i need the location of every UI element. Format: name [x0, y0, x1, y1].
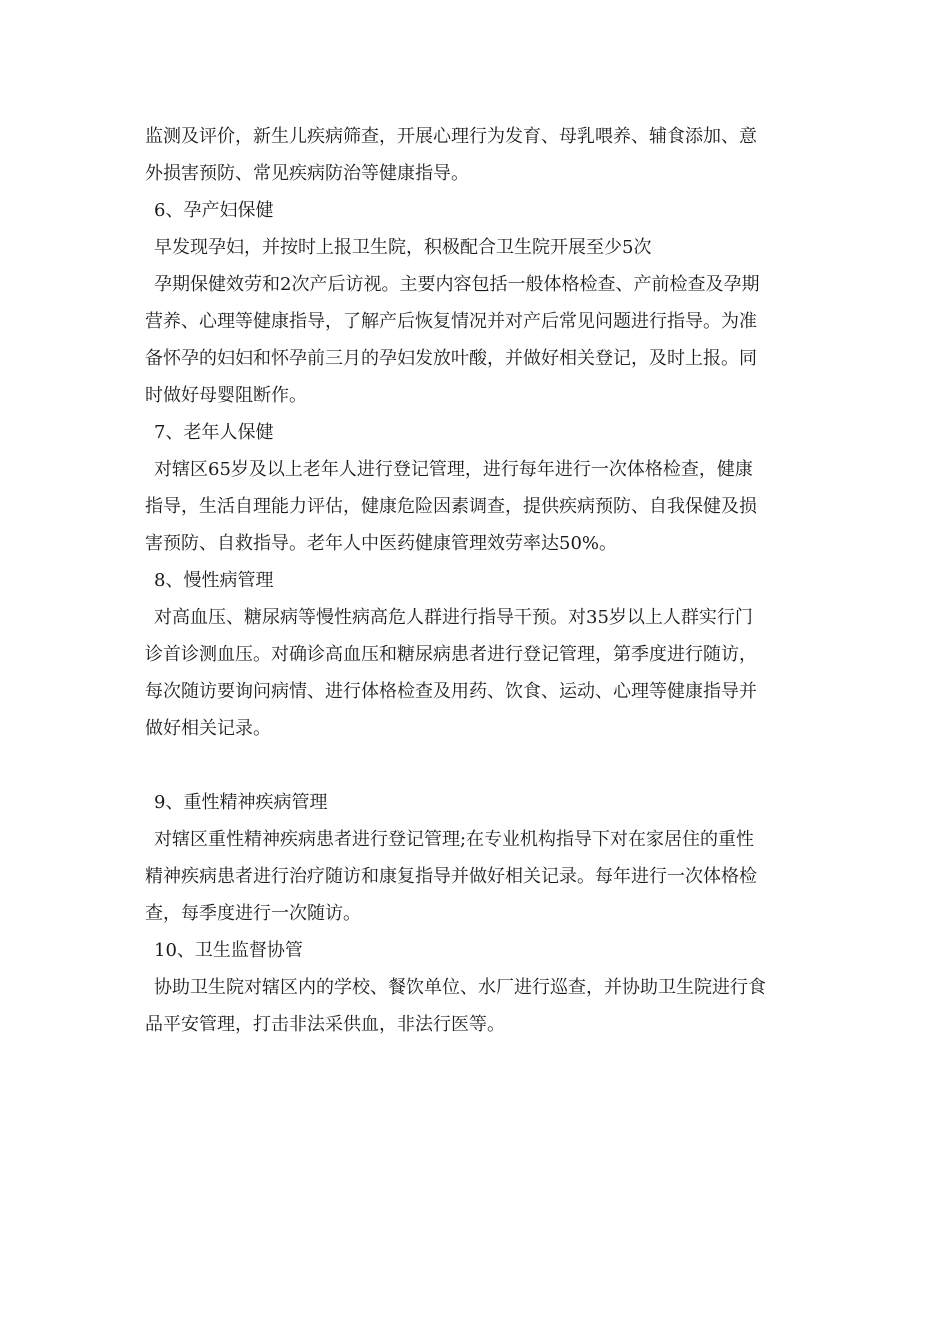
- body-text-line: 营养、心理等健康指导，了解产后恢复情况并对产后常见问题进行指导。为准: [145, 311, 757, 332]
- body-text-line: 备怀孕的妇妇和怀孕前三月的孕妇发放叶酸，并做好相关登记，及时上报。同: [145, 348, 757, 369]
- body-text-line: 协助卫生院对辖区内的学校、餐饮单位、水厂进行巡查，并协助卫生院进行食: [154, 977, 766, 998]
- body-text-line: 诊首诊测血压。对确诊高血压和糖尿病患者进行登记管理，第季度进行随访，: [145, 644, 757, 665]
- body-text-line: 精神疾病患者进行治疗随访和康复指导并做好相关记录。每年进行一次体格检: [145, 866, 757, 887]
- body-text-line: 查，每季度进行一次随访。: [145, 903, 361, 924]
- body-text-line: 品平安管理，打击非法采供血，非法行医等。: [145, 1014, 505, 1035]
- body-text-line: 监测及评价，新生儿疾病筛查，开展心理行为发育、母乳喂养、辅食添加、意: [145, 126, 757, 147]
- body-text-line: 对高血压、糖尿病等慢性病高危人群进行指导干预。对35岁以上人群实行门: [154, 607, 753, 628]
- body-text-line: 对辖区重性精神疾病患者进行登记管理;在专业机构指导下对在家居住的重性: [154, 829, 755, 850]
- section-heading-elderly-care: 7、老年人保健: [154, 422, 274, 443]
- body-text-line: 每次随访要询问病情、进行体格检查及用药、饮食、运动、心理等健康指导并: [145, 681, 757, 702]
- section-heading-health-supervision: 10、卫生监督协管: [154, 940, 303, 961]
- section-heading-chronic-disease: 8、慢性病管理: [154, 570, 274, 591]
- document-body: [145, 118, 805, 1043]
- body-text-line: 外损害预防、常见疾病防治等健康指导。: [145, 163, 469, 184]
- body-text-line: 对辖区65岁及以上老年人进行登记管理，进行每年进行一次体格检查，健康: [154, 459, 753, 480]
- section-heading-maternal-care: 6、孕产妇保健: [154, 200, 274, 221]
- body-text-line: 做好相关记录。: [145, 718, 271, 739]
- blank-line: [145, 747, 805, 784]
- body-text-line: 时做好母婴阻断作。: [145, 385, 307, 406]
- body-text-line: 害预防、自救指导。老年人中医药健康管理效劳率达50%。: [145, 533, 618, 554]
- body-text-line: 指导，生活自理能力评估，健康危险因素调查，提供疾病预防、自我保健及损: [145, 496, 757, 517]
- section-heading-mental-illness: 9、重性精神疾病管理: [154, 792, 328, 813]
- body-text-line: 孕期保健效劳和2次产后访视。主要内容包括一般体格检查、产前检查及孕期: [154, 274, 760, 295]
- body-text-line: 早发现孕妇，并按时上报卫生院，积极配合卫生院开展至少5次: [154, 237, 652, 258]
